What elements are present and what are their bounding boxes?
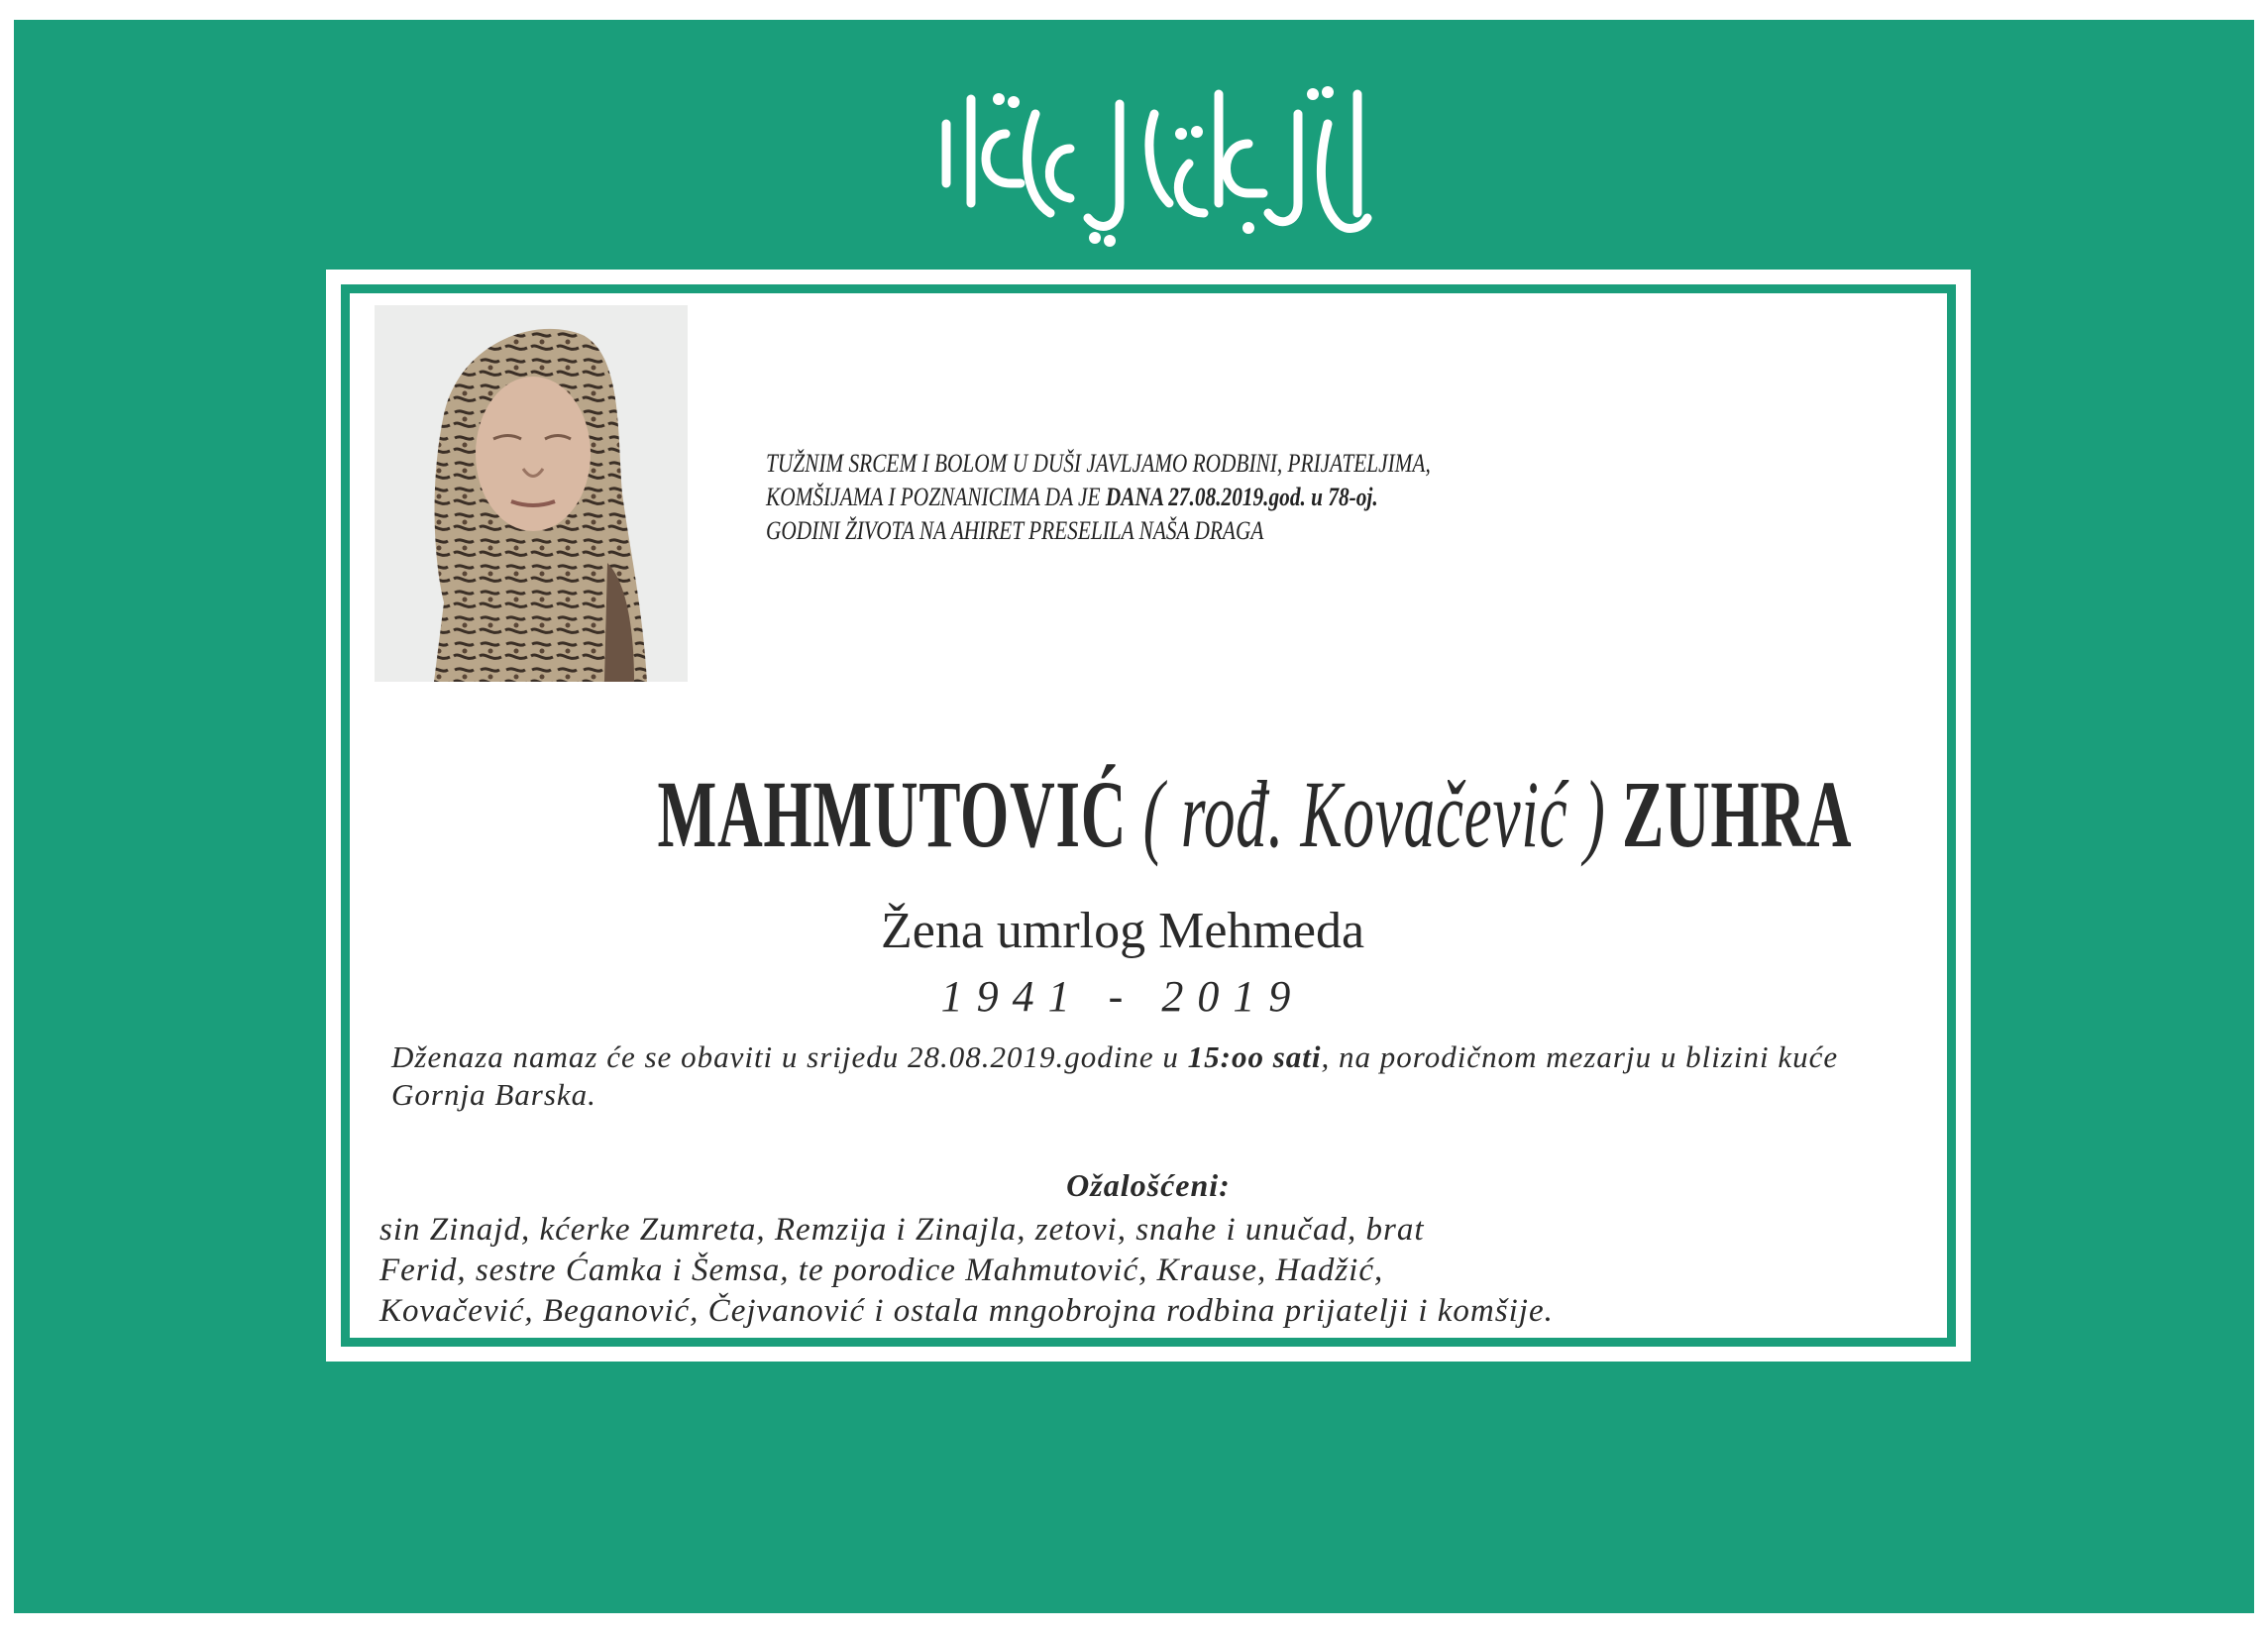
card-border (341, 284, 1956, 1347)
card-content (350, 293, 1947, 1338)
deceased-name (350, 759, 1947, 869)
maiden-name: ( rođ. Kovačević ) (1142, 761, 1606, 867)
portrait-icon (375, 305, 688, 682)
burial-text-pre: Dženaza namaz će se obaviti u srijedu 28.08.2019.godine u (391, 1039, 1188, 1074)
surname: MAHMUTOVIĆ (657, 761, 1128, 867)
mourners-line-1: sin Zinajd, kćerke Zumreta, Remzija i Zinajla, zetovi, snahe i unučad, brat (379, 1212, 1425, 1248)
announcement-text (766, 447, 1497, 548)
mourners-line-2: Ferid, sestre Ćamka i Šemsa, te porodice Mahmutović, Krause, Hadžić, (379, 1253, 1384, 1288)
arabic-calligraphy-icon (921, 55, 1387, 263)
mourners-title: Ožalošćeni: (1066, 1167, 1231, 1203)
announcement-line-3: GODINI ŽIVOTA NA AHIRET PRESELILA NAŠA DRAGA (766, 516, 1264, 545)
life-years: 1941 - 2019 (940, 972, 1305, 1021)
burial-info (391, 1038, 1917, 1114)
obituary-card (326, 270, 1971, 1362)
announcement-line-1: TUŽNIM SRCEM I BOLOM U DUŠI JAVLJAMO RODBINI, PRIJATELJIMA, (766, 449, 1431, 478)
burial-text-post: , na porodičnom mezarju u blizini kuće Gornja Barska. (391, 1039, 1839, 1112)
mourners-list (379, 1210, 1935, 1332)
portrait-photo (375, 305, 688, 682)
burial-time: 15:oo sati (1187, 1039, 1322, 1074)
announcement-line-2-text: KOMŠIJAMA I POZNANICIMA DA JE (766, 483, 1106, 511)
relation-subtitle: Žena umrlog Mehmeda (880, 903, 1365, 959)
first-name: ZUHRA (1622, 761, 1853, 867)
announcement-line-2 (766, 481, 1497, 514)
mourners-line-3: Kovačević, Beganović, Čejvanović i ostala mngobrojna rodbina prijatelji i komšije. (379, 1293, 1554, 1329)
death-date: DANA 27.08.2019.god. u 78-oj. (1105, 483, 1378, 511)
